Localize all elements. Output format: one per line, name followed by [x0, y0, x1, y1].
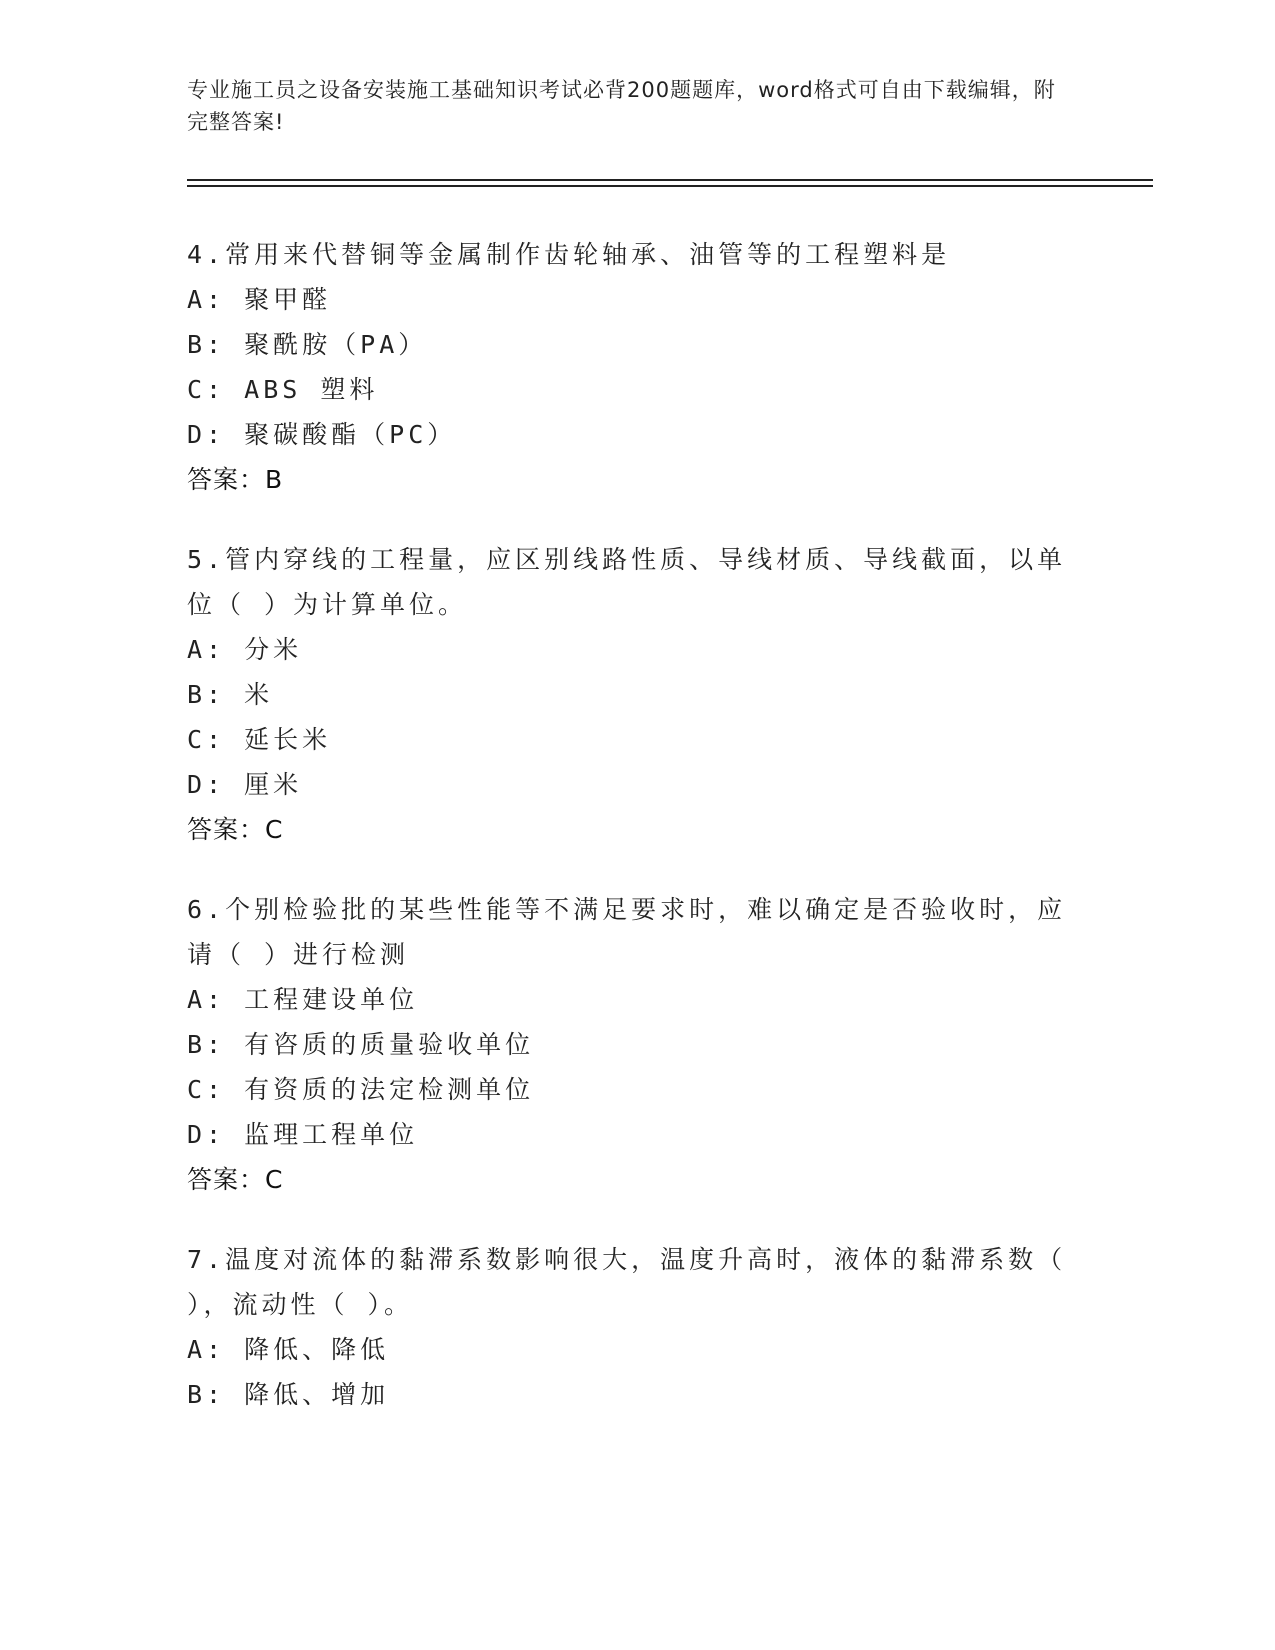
- option-c: C: 延长米: [187, 725, 332, 754]
- option-b: B: 米: [187, 680, 274, 709]
- question-4: [187, 232, 1067, 502]
- option-a: A: 工程建设单位: [187, 985, 419, 1014]
- question-stem: 5.管内穿线的工程量，应区别线路性质、导线材质、导线截面，以单位（ ）为计算单位。: [187, 545, 1067, 619]
- option-b: B: 聚酰胺（PA）: [187, 330, 428, 359]
- answer-line: 答案：C: [187, 815, 284, 844]
- question-7: [187, 1237, 1067, 1417]
- question-list: [187, 232, 1067, 1452]
- answer-line: 答案：C: [187, 1165, 284, 1194]
- option-b: B: 降低、增加: [187, 1380, 390, 1409]
- question-stem: 6.个别检验批的某些性能等不满足要求时，难以确定是否验收时，应请（ ）进行检测: [187, 895, 1067, 969]
- document-title: 专业施工员之设备安装施工基础知识考试必背200题题库，word格式可自由下载编辑，附完整答案!: [187, 78, 1056, 134]
- option-a: A: 聚甲醛: [187, 285, 332, 314]
- option-d: D: 厘米: [187, 770, 303, 799]
- question-stem: 4.常用来代替铜等金属制作齿轮轴承、油管等的工程塑料是: [187, 240, 951, 269]
- answer-line: 答案：B: [187, 465, 284, 494]
- question-5: [187, 537, 1067, 852]
- option-b: B: 有咨质的质量验收单位: [187, 1030, 535, 1059]
- header-divider-top: [187, 179, 1153, 181]
- option-d: D: 监理工程单位: [187, 1120, 419, 1149]
- option-d: D: 聚碳酸酯（PC）: [187, 420, 457, 449]
- option-c: C: 有资质的法定检测单位: [187, 1075, 535, 1104]
- question-stem: 7.温度对流体的黏滞系数影响很大，温度升高时，液体的黏滞系数（ ），流动性（ ）。: [187, 1245, 1067, 1319]
- header-divider-bottom: [187, 185, 1153, 187]
- option-a: A: 分米: [187, 635, 303, 664]
- option-a: A: 降低、降低: [187, 1335, 390, 1364]
- question-6: [187, 887, 1067, 1202]
- option-c: C: ABS 塑料: [187, 375, 379, 404]
